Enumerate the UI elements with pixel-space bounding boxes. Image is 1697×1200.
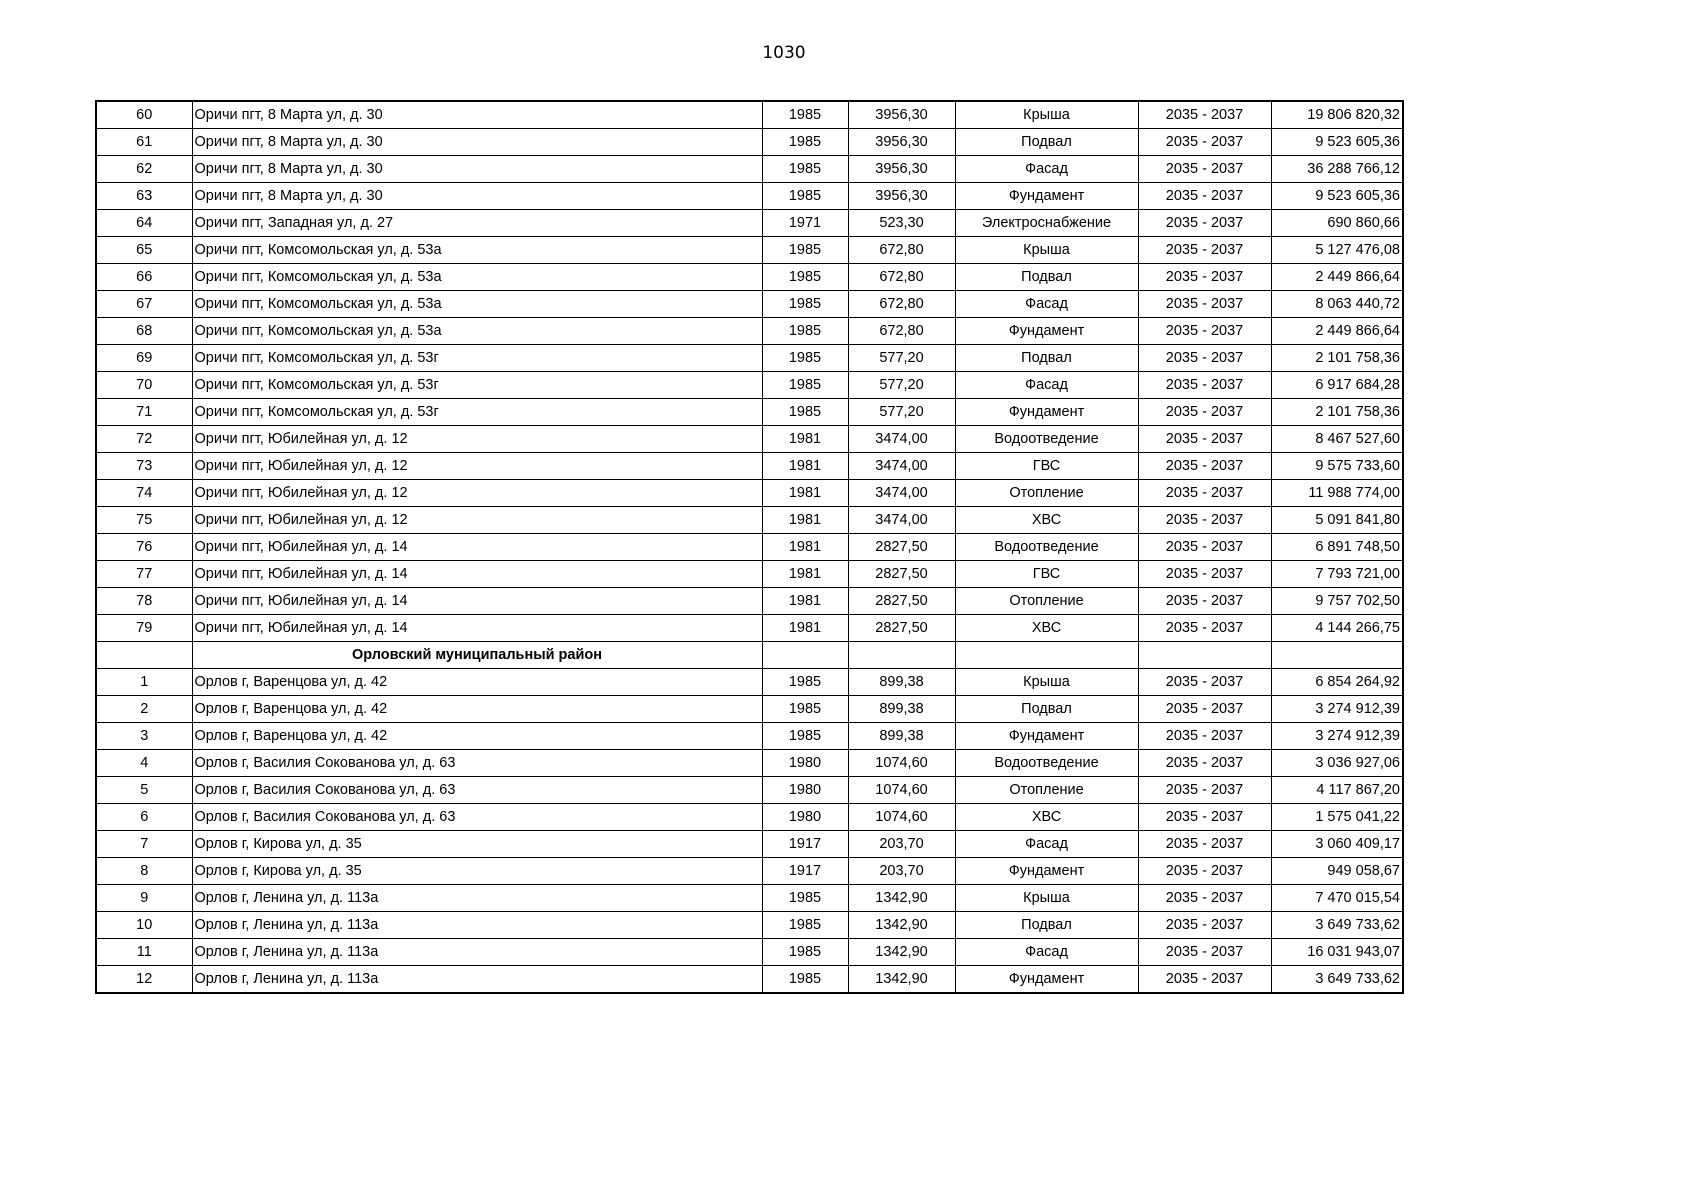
area-cell: 2827,50: [848, 561, 955, 588]
table-row: [96, 480, 1403, 507]
table-row: [96, 183, 1403, 210]
section-header-row: [96, 642, 1403, 669]
period-cell: 2035 - 2037: [1138, 669, 1271, 696]
work-type-cell: Отопление: [955, 588, 1138, 615]
period-cell: [1138, 642, 1271, 669]
work-type-cell: Фасад: [955, 831, 1138, 858]
period-cell: 2035 - 2037: [1138, 426, 1271, 453]
area-cell: 523,30: [848, 210, 955, 237]
address-cell: Оричи пгт, Юбилейная ул, д. 14: [192, 615, 762, 642]
table-row: [96, 885, 1403, 912]
period-cell: 2035 - 2037: [1138, 912, 1271, 939]
area-cell: 3956,30: [848, 101, 955, 129]
work-type-cell: Электроснабжение: [955, 210, 1138, 237]
area-cell: 577,20: [848, 399, 955, 426]
period-cell: 2035 - 2037: [1138, 777, 1271, 804]
cost-cell: 5 091 841,80: [1271, 507, 1403, 534]
year-cell: 1985: [762, 939, 848, 966]
table-row: [96, 156, 1403, 183]
row-number: 63: [96, 183, 192, 210]
cost-cell: 5 127 476,08: [1271, 237, 1403, 264]
row-number: 72: [96, 426, 192, 453]
work-type-cell: Фундамент: [955, 723, 1138, 750]
row-number: 5: [96, 777, 192, 804]
year-cell: 1985: [762, 156, 848, 183]
address-cell: Оричи пгт, 8 Марта ул, д. 30: [192, 183, 762, 210]
row-number: 4: [96, 750, 192, 777]
address-cell: Оричи пгт, Юбилейная ул, д. 12: [192, 480, 762, 507]
area-cell: 672,80: [848, 237, 955, 264]
address-cell: Оричи пгт, 8 Марта ул, д. 30: [192, 156, 762, 183]
row-number: 10: [96, 912, 192, 939]
year-cell: 1985: [762, 291, 848, 318]
row-number: 12: [96, 966, 192, 994]
address-cell: Оричи пгт, Комсомольская ул, д. 53г: [192, 345, 762, 372]
year-cell: 1981: [762, 453, 848, 480]
area-cell: 899,38: [848, 669, 955, 696]
address-cell: Оричи пгт, Юбилейная ул, д. 12: [192, 453, 762, 480]
table-row: [96, 966, 1403, 994]
address-cell: Оричи пгт, 8 Марта ул, д. 30: [192, 129, 762, 156]
period-cell: 2035 - 2037: [1138, 939, 1271, 966]
address-cell: Оричи пгт, 8 Марта ул, д. 30: [192, 101, 762, 129]
table-row: [96, 804, 1403, 831]
row-number: 61: [96, 129, 192, 156]
row-number: 2: [96, 696, 192, 723]
period-cell: 2035 - 2037: [1138, 723, 1271, 750]
address-cell: Оричи пгт, Комсомольская ул, д. 53г: [192, 372, 762, 399]
work-type-cell: Крыша: [955, 669, 1138, 696]
work-type-cell: ХВС: [955, 804, 1138, 831]
year-cell: 1985: [762, 669, 848, 696]
table-row: [96, 831, 1403, 858]
cost-cell: 6 891 748,50: [1271, 534, 1403, 561]
area-cell: 3474,00: [848, 426, 955, 453]
repair-schedule-table: [95, 100, 1404, 994]
cost-cell: 3 036 927,06: [1271, 750, 1403, 777]
row-number: [96, 642, 192, 669]
table-row: [96, 534, 1403, 561]
cost-cell: 4 144 266,75: [1271, 615, 1403, 642]
address-cell: Орлов г, Ленина ул, д. 113а: [192, 966, 762, 994]
work-type-cell: Фасад: [955, 156, 1138, 183]
address-cell: Оричи пгт, Комсомольская ул, д. 53а: [192, 264, 762, 291]
year-cell: 1980: [762, 777, 848, 804]
work-type-cell: ХВС: [955, 615, 1138, 642]
table-row: [96, 291, 1403, 318]
row-number: 71: [96, 399, 192, 426]
cost-cell: 2 101 758,36: [1271, 399, 1403, 426]
period-cell: 2035 - 2037: [1138, 750, 1271, 777]
table-row: [96, 318, 1403, 345]
work-type-cell: Отопление: [955, 777, 1138, 804]
row-number: 69: [96, 345, 192, 372]
work-type-cell: ХВС: [955, 507, 1138, 534]
year-cell: 1985: [762, 399, 848, 426]
work-type-cell: Подвал: [955, 345, 1138, 372]
area-cell: 577,20: [848, 345, 955, 372]
year-cell: 1981: [762, 507, 848, 534]
work-type-cell: Подвал: [955, 912, 1138, 939]
cost-cell: 16 031 943,07: [1271, 939, 1403, 966]
row-number: 8: [96, 858, 192, 885]
period-cell: 2035 - 2037: [1138, 480, 1271, 507]
table-row: [96, 777, 1403, 804]
work-type-cell: Фундамент: [955, 318, 1138, 345]
area-cell: 672,80: [848, 264, 955, 291]
area-cell: 1342,90: [848, 939, 955, 966]
cost-cell: 3 274 912,39: [1271, 696, 1403, 723]
address-cell: Оричи пгт, Комсомольская ул, д. 53а: [192, 237, 762, 264]
area-cell: 1342,90: [848, 912, 955, 939]
area-cell: [848, 642, 955, 669]
row-number: 76: [96, 534, 192, 561]
area-cell: 3474,00: [848, 453, 955, 480]
year-cell: 1985: [762, 723, 848, 750]
area-cell: 3474,00: [848, 480, 955, 507]
cost-cell: 8 063 440,72: [1271, 291, 1403, 318]
cost-cell: 6 917 684,28: [1271, 372, 1403, 399]
cost-cell: 949 058,67: [1271, 858, 1403, 885]
period-cell: 2035 - 2037: [1138, 291, 1271, 318]
row-number: 66: [96, 264, 192, 291]
period-cell: 2035 - 2037: [1138, 831, 1271, 858]
year-cell: 1985: [762, 345, 848, 372]
work-type-cell: Фундамент: [955, 966, 1138, 994]
area-cell: 3474,00: [848, 507, 955, 534]
period-cell: 2035 - 2037: [1138, 372, 1271, 399]
area-cell: 2827,50: [848, 534, 955, 561]
year-cell: 1917: [762, 831, 848, 858]
work-type-cell: Фундамент: [955, 183, 1138, 210]
row-number: 7: [96, 831, 192, 858]
cost-cell: 690 860,66: [1271, 210, 1403, 237]
address-cell: Оричи пгт, Западная ул, д. 27: [192, 210, 762, 237]
table-row: [96, 615, 1403, 642]
address-cell: Орлов г, Варенцова ул, д. 42: [192, 723, 762, 750]
area-cell: 1074,60: [848, 804, 955, 831]
table-row: [96, 426, 1403, 453]
year-cell: 1985: [762, 264, 848, 291]
period-cell: 2035 - 2037: [1138, 210, 1271, 237]
address-cell: Оричи пгт, Юбилейная ул, д. 12: [192, 507, 762, 534]
area-cell: 672,80: [848, 291, 955, 318]
address-cell: Оричи пгт, Комсомольская ул, д. 53а: [192, 291, 762, 318]
address-cell: Оричи пгт, Юбилейная ул, д. 14: [192, 534, 762, 561]
period-cell: 2035 - 2037: [1138, 885, 1271, 912]
period-cell: 2035 - 2037: [1138, 966, 1271, 994]
area-cell: 1342,90: [848, 885, 955, 912]
address-cell: Орлов г, Василия Сокованова ул, д. 63: [192, 750, 762, 777]
page-number: 1030: [762, 43, 806, 63]
area-cell: 203,70: [848, 858, 955, 885]
year-cell: 1981: [762, 561, 848, 588]
period-cell: 2035 - 2037: [1138, 696, 1271, 723]
row-number: 3: [96, 723, 192, 750]
year-cell: 1981: [762, 534, 848, 561]
cost-cell: 7 793 721,00: [1271, 561, 1403, 588]
period-cell: 2035 - 2037: [1138, 101, 1271, 129]
cost-cell: 36 288 766,12: [1271, 156, 1403, 183]
cost-cell: 9 523 605,36: [1271, 129, 1403, 156]
work-type-cell: Водоотведение: [955, 426, 1138, 453]
period-cell: 2035 - 2037: [1138, 345, 1271, 372]
area-cell: 577,20: [848, 372, 955, 399]
year-cell: [762, 642, 848, 669]
table-row: [96, 210, 1403, 237]
cost-cell: 1 575 041,22: [1271, 804, 1403, 831]
address-cell: Орлов г, Кирова ул, д. 35: [192, 858, 762, 885]
row-number: 74: [96, 480, 192, 507]
table-row: [96, 669, 1403, 696]
row-number: 62: [96, 156, 192, 183]
year-cell: 1985: [762, 129, 848, 156]
table-row: [96, 561, 1403, 588]
table-row: [96, 858, 1403, 885]
cost-cell: 9 523 605,36: [1271, 183, 1403, 210]
year-cell: 1985: [762, 183, 848, 210]
table-row: [96, 237, 1403, 264]
year-cell: 1917: [762, 858, 848, 885]
cost-cell: 9 757 702,50: [1271, 588, 1403, 615]
row-number: 64: [96, 210, 192, 237]
work-type-cell: Фасад: [955, 291, 1138, 318]
period-cell: 2035 - 2037: [1138, 237, 1271, 264]
address-cell: Орлов г, Ленина ул, д. 113а: [192, 939, 762, 966]
row-number: 11: [96, 939, 192, 966]
period-cell: 2035 - 2037: [1138, 399, 1271, 426]
cost-cell: 3 649 733,62: [1271, 912, 1403, 939]
row-number: 79: [96, 615, 192, 642]
cost-cell: 19 806 820,32: [1271, 101, 1403, 129]
area-cell: 2827,50: [848, 615, 955, 642]
area-cell: 2827,50: [848, 588, 955, 615]
cost-cell: [1271, 642, 1403, 669]
row-number: 1: [96, 669, 192, 696]
work-type-cell: Фундамент: [955, 399, 1138, 426]
address-cell: Оричи пгт, Комсомольская ул, д. 53а: [192, 318, 762, 345]
year-cell: 1985: [762, 966, 848, 994]
row-number: 9: [96, 885, 192, 912]
table-row: [96, 264, 1403, 291]
table-row: [96, 723, 1403, 750]
area-cell: 899,38: [848, 696, 955, 723]
year-cell: 1981: [762, 426, 848, 453]
year-cell: 1981: [762, 615, 848, 642]
address-cell: Орлов г, Ленина ул, д. 113а: [192, 912, 762, 939]
cost-cell: 7 470 015,54: [1271, 885, 1403, 912]
period-cell: 2035 - 2037: [1138, 858, 1271, 885]
address-cell: Орлов г, Варенцова ул, д. 42: [192, 696, 762, 723]
table-row: [96, 750, 1403, 777]
area-cell: 1074,60: [848, 750, 955, 777]
work-type-cell: Водоотведение: [955, 750, 1138, 777]
cost-cell: 9 575 733,60: [1271, 453, 1403, 480]
row-number: 67: [96, 291, 192, 318]
address-cell: Оричи пгт, Юбилейная ул, д. 12: [192, 426, 762, 453]
period-cell: 2035 - 2037: [1138, 534, 1271, 561]
work-type-cell: ГВС: [955, 561, 1138, 588]
work-type-cell: Подвал: [955, 264, 1138, 291]
cost-cell: 11 988 774,00: [1271, 480, 1403, 507]
table-row: [96, 345, 1403, 372]
row-number: 70: [96, 372, 192, 399]
table-row: [96, 453, 1403, 480]
work-type-cell: Фасад: [955, 372, 1138, 399]
work-type-cell: Подвал: [955, 696, 1138, 723]
work-type-cell: Крыша: [955, 237, 1138, 264]
table-row: [96, 101, 1403, 129]
address-cell: Оричи пгт, Юбилейная ул, д. 14: [192, 588, 762, 615]
table-body: [96, 101, 1403, 993]
work-type-cell: Отопление: [955, 480, 1138, 507]
cost-cell: 2 449 866,64: [1271, 318, 1403, 345]
row-number: 6: [96, 804, 192, 831]
period-cell: 2035 - 2037: [1138, 156, 1271, 183]
period-cell: 2035 - 2037: [1138, 507, 1271, 534]
work-type-cell: Фундамент: [955, 858, 1138, 885]
cost-cell: 3 060 409,17: [1271, 831, 1403, 858]
area-cell: 3956,30: [848, 156, 955, 183]
year-cell: 1980: [762, 804, 848, 831]
cost-cell: 8 467 527,60: [1271, 426, 1403, 453]
table-row: [96, 507, 1403, 534]
table-row: [96, 129, 1403, 156]
year-cell: 1985: [762, 318, 848, 345]
period-cell: 2035 - 2037: [1138, 561, 1271, 588]
table-row: [96, 912, 1403, 939]
table-row: [96, 939, 1403, 966]
year-cell: 1980: [762, 750, 848, 777]
area-cell: 899,38: [848, 723, 955, 750]
year-cell: 1985: [762, 372, 848, 399]
year-cell: 1985: [762, 696, 848, 723]
year-cell: 1985: [762, 237, 848, 264]
area-cell: 1342,90: [848, 966, 955, 994]
year-cell: 1985: [762, 101, 848, 129]
address-cell: Орлов г, Ленина ул, д. 113а: [192, 885, 762, 912]
table-row: [96, 372, 1403, 399]
work-type-cell: [955, 642, 1138, 669]
period-cell: 2035 - 2037: [1138, 588, 1271, 615]
period-cell: 2035 - 2037: [1138, 183, 1271, 210]
work-type-cell: Водоотведение: [955, 534, 1138, 561]
year-cell: 1971: [762, 210, 848, 237]
table-row: [96, 588, 1403, 615]
period-cell: 2035 - 2037: [1138, 264, 1271, 291]
work-type-cell: ГВС: [955, 453, 1138, 480]
cost-cell: 6 854 264,92: [1271, 669, 1403, 696]
area-cell: 672,80: [848, 318, 955, 345]
year-cell: 1985: [762, 912, 848, 939]
work-type-cell: Крыша: [955, 101, 1138, 129]
address-cell: Орлов г, Василия Сокованова ул, д. 63: [192, 777, 762, 804]
year-cell: 1981: [762, 480, 848, 507]
table-row: [96, 696, 1403, 723]
year-cell: 1985: [762, 885, 848, 912]
row-number: 65: [96, 237, 192, 264]
area-cell: 3956,30: [848, 129, 955, 156]
row-number: 68: [96, 318, 192, 345]
period-cell: 2035 - 2037: [1138, 129, 1271, 156]
row-number: 73: [96, 453, 192, 480]
address-cell: Орлов г, Василия Сокованова ул, д. 63: [192, 804, 762, 831]
period-cell: 2035 - 2037: [1138, 453, 1271, 480]
row-number: 78: [96, 588, 192, 615]
cost-cell: 3 649 733,62: [1271, 966, 1403, 994]
work-type-cell: Крыша: [955, 885, 1138, 912]
area-cell: 3956,30: [848, 183, 955, 210]
period-cell: 2035 - 2037: [1138, 615, 1271, 642]
year-cell: 1981: [762, 588, 848, 615]
row-number: 77: [96, 561, 192, 588]
cost-cell: 3 274 912,39: [1271, 723, 1403, 750]
period-cell: 2035 - 2037: [1138, 318, 1271, 345]
work-type-cell: Подвал: [955, 129, 1138, 156]
area-cell: 203,70: [848, 831, 955, 858]
work-type-cell: Фасад: [955, 939, 1138, 966]
area-cell: 1074,60: [848, 777, 955, 804]
address-cell: Орлов г, Кирова ул, д. 35: [192, 831, 762, 858]
row-number: 75: [96, 507, 192, 534]
row-number: 60: [96, 101, 192, 129]
address-cell: Оричи пгт, Комсомольская ул, д. 53г: [192, 399, 762, 426]
table-row: [96, 399, 1403, 426]
address-cell: Оричи пгт, Юбилейная ул, д. 14: [192, 561, 762, 588]
address-cell: Орлов г, Варенцова ул, д. 42: [192, 669, 762, 696]
cost-cell: 4 117 867,20: [1271, 777, 1403, 804]
cost-cell: 2 101 758,36: [1271, 345, 1403, 372]
period-cell: 2035 - 2037: [1138, 804, 1271, 831]
cost-cell: 2 449 866,64: [1271, 264, 1403, 291]
section-title: Орловский муниципальный район: [192, 642, 762, 669]
